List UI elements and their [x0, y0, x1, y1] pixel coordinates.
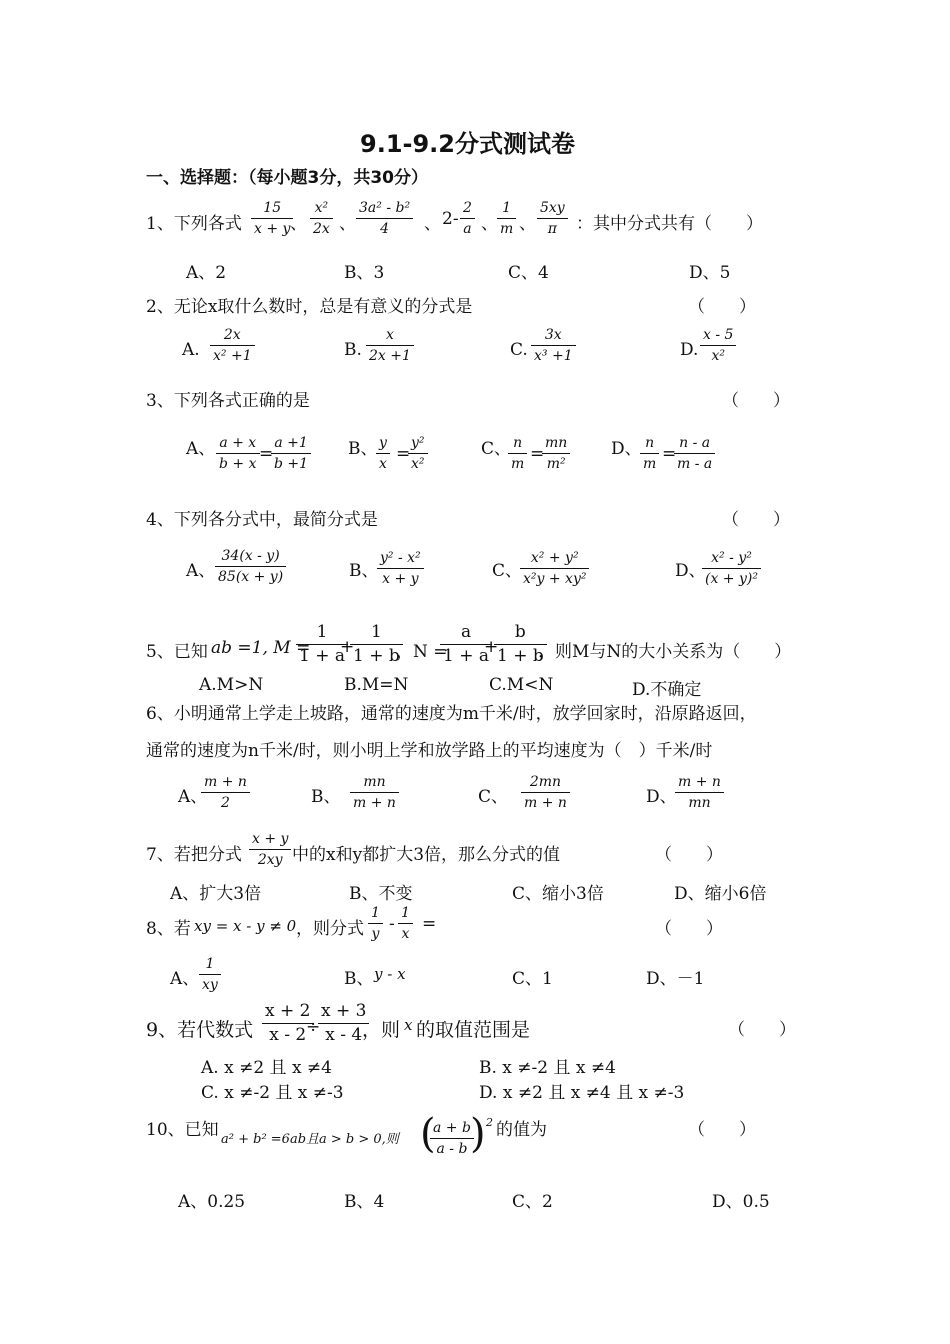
q10-option-c: C、2: [512, 1192, 553, 1212]
q8-label: 8、若: [146, 919, 191, 939]
q9-option-b: B. x ≠-2 且 x ≠4: [479, 1058, 616, 1078]
q9-option-d: D. x ≠2 且 x ≠4 且 x ≠-3: [479, 1083, 685, 1103]
q7-label: 7、若把分式: [146, 845, 242, 865]
q8-option-c: C、1: [512, 969, 553, 989]
q5-option-b: B.M=N: [344, 675, 409, 695]
q9-option-c: C. x ≠-2 且 x ≠-3: [201, 1083, 344, 1103]
q4-label: 4、下列各分式中，最简分式是: [146, 510, 378, 530]
q9-option-a: A. x ≠2 且 x ≠4: [201, 1058, 332, 1078]
section-heading: 一、选择题：（每小题3分，共30分）: [146, 168, 428, 188]
q1-fraction-2: $\frac{\text{x²}}{2x}$: [310, 201, 333, 236]
q1-label: 1、下列各式: [146, 214, 242, 234]
q1-fraction-3: $\frac{\text{3a² - b²}}{4}$: [356, 201, 413, 236]
q7-option-b: B、不变: [349, 884, 413, 904]
q2-option-d-fraction: $\frac{x - 5}{\text{x²}}$: [700, 328, 736, 363]
q7-option-c: C、缩小3倍: [512, 884, 604, 904]
q8-option-a-fraction: $\frac{1}{xy}$: [199, 957, 221, 992]
q9-label: 9、若代数式: [146, 1019, 254, 1041]
q5-option-d: D.不确定: [632, 680, 702, 700]
q5-label: 5、已知: [146, 642, 208, 662]
q1-fraction-1: $\frac{15}{x + y}$: [251, 201, 293, 236]
q1-fraction-6: $\frac{5xy}{\pi}$: [537, 201, 568, 236]
q8-option-b: y - x: [374, 965, 406, 983]
q7-option-a: A、扩大3倍: [170, 884, 262, 904]
q1-option-c: C、4: [508, 263, 549, 283]
page-title: 9.1-9.2分式测试卷: [360, 130, 575, 158]
q10-option-d: D、0.5: [712, 1192, 770, 1212]
q5-option-a: A.M>N: [199, 675, 264, 695]
q2-label: 2、无论x取什么数时，总是有意义的分式是: [146, 297, 473, 317]
q2-option-b-fraction: $\frac{x}{2x +1}$: [366, 328, 414, 363]
q6-line-2: 通常的速度为n千米/时，则小明上学和放学路上的平均速度为（ ）千米/时: [146, 741, 713, 761]
q8-option-d: D、－1: [646, 969, 705, 989]
q5-option-c: C.M<N: [489, 675, 554, 695]
q1-option-d: D、5: [689, 263, 731, 283]
q1-option-a: A、2: [186, 263, 227, 283]
q1-option-b: B、3: [344, 263, 385, 283]
q10-option-a: A、0.25: [178, 1192, 246, 1212]
q2-option-a-fraction: $\frac{2x}{\text{x² +1}}$: [210, 328, 255, 363]
q1-fraction-5: $\frac{1}{m}$: [497, 201, 516, 236]
q6-line-1: 6、小明通常上学走上坡路，通常的速度为m千米/时，放学回家时，沿原路返回，: [146, 704, 757, 724]
q10-option-b: B、4: [344, 1192, 385, 1212]
q1-fraction-4: $\frac{2}{a}$: [460, 201, 475, 236]
q7-option-d: D、缩小6倍: [674, 884, 767, 904]
q10-label: 10、已知: [146, 1120, 219, 1140]
q2-option-c-fraction: $\frac{3x}{\text{x³ +1}}$: [531, 328, 576, 363]
q3-label: 3、下列各式正确的是: [146, 391, 310, 411]
